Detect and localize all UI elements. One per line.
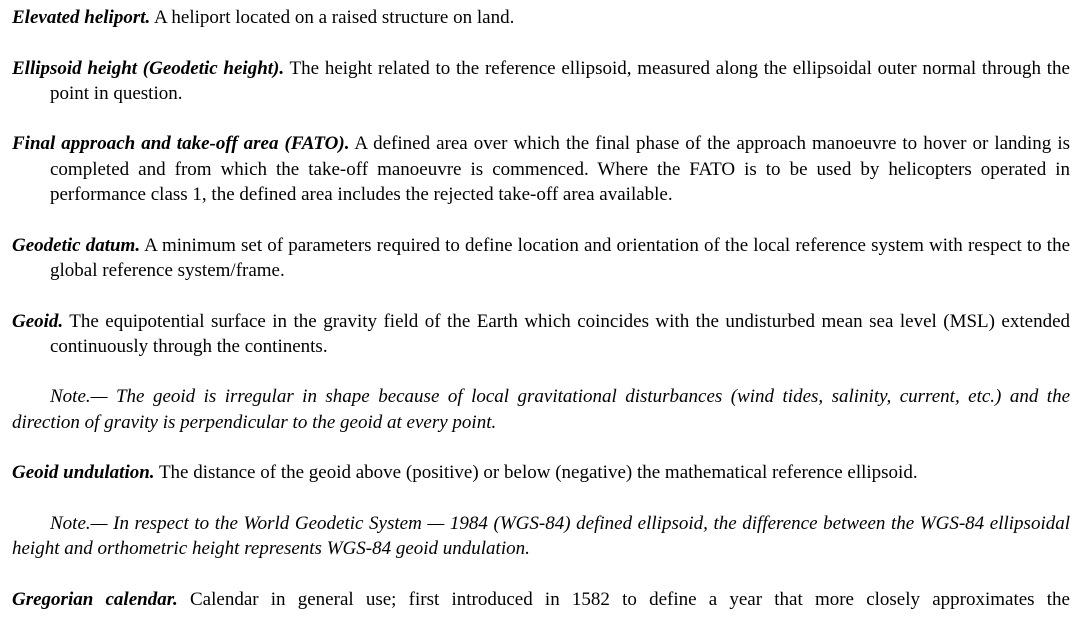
glossary-term: Geoid. (12, 310, 64, 332)
glossary-term: Final approach and take-off area (FATO). (12, 133, 350, 155)
glossary-note-geoid-undulation: Note.— In respect to the World Geodetic System — 1984 (WGS-84) defined ellipsoid, the difference between the WGS-84 ellipsoidal height and orthometric height represents WGS-84 geoid undulation. (12, 512, 1070, 560)
glossary-entry-geodetic-datum (12, 233, 1070, 284)
glossary-definition: The height related to the reference ellipsoid, measured along the ellipsoidal outer normal through the point in question. (50, 57, 1070, 104)
glossary-definition: A defined area over which the final phase of the approach manoeuvre to hover or landing is completed and from which the take-off manoeuvre is commenced. Where the FATO is to be used by helicopters operated in performance class 1, the defined area includes the rejected take-off area available. (50, 133, 1070, 206)
glossary-entry-fato (12, 131, 1070, 207)
glossary-entry-gregorian-calendar (12, 587, 1070, 612)
glossary-definition: A heliport located on a raised structure on land. (150, 7, 515, 28)
glossary-entry-geoid (12, 309, 1070, 360)
glossary-term: Ellipsoid height (Geodetic height). (12, 57, 285, 79)
glossary-entry-ellipsoid-height (12, 56, 1070, 107)
glossary-note-geoid: Note.— The geoid is irregular in shape because of local gravitational disturbances (wind tides, salinity, current, etc.) and the direction of gravity is perpendicular to the geoid at every point. (12, 386, 1070, 433)
glossary-term: Elevated heliport. (12, 7, 151, 28)
glossary-definition: Calendar in general use; first introduced in 1582 to define a year that more closely approximates the (177, 588, 1070, 610)
glossary-definition: A minimum set of parameters required to define location and orientation of the local reference system with respect to the global reference system/frame. (50, 234, 1070, 281)
glossary-entry-elevated-heliport (12, 5, 1070, 30)
glossary-term: Gregorian calendar. (12, 588, 178, 610)
glossary-term: Geodetic datum. (12, 234, 141, 256)
glossary-page (12, 5, 1070, 612)
glossary-definition: The distance of the geoid above (positive) or below (negative) the mathematical reference ellipsoid. (154, 462, 918, 484)
glossary-definition: The equipotential surface in the gravity field of the Earth which coincides with the undisturbed mean sea level (MSL) extended continuously through the continents. (50, 310, 1070, 357)
glossary-entry-geoid-undulation (12, 460, 1070, 485)
glossary-term: Geoid undulation. (12, 462, 155, 484)
